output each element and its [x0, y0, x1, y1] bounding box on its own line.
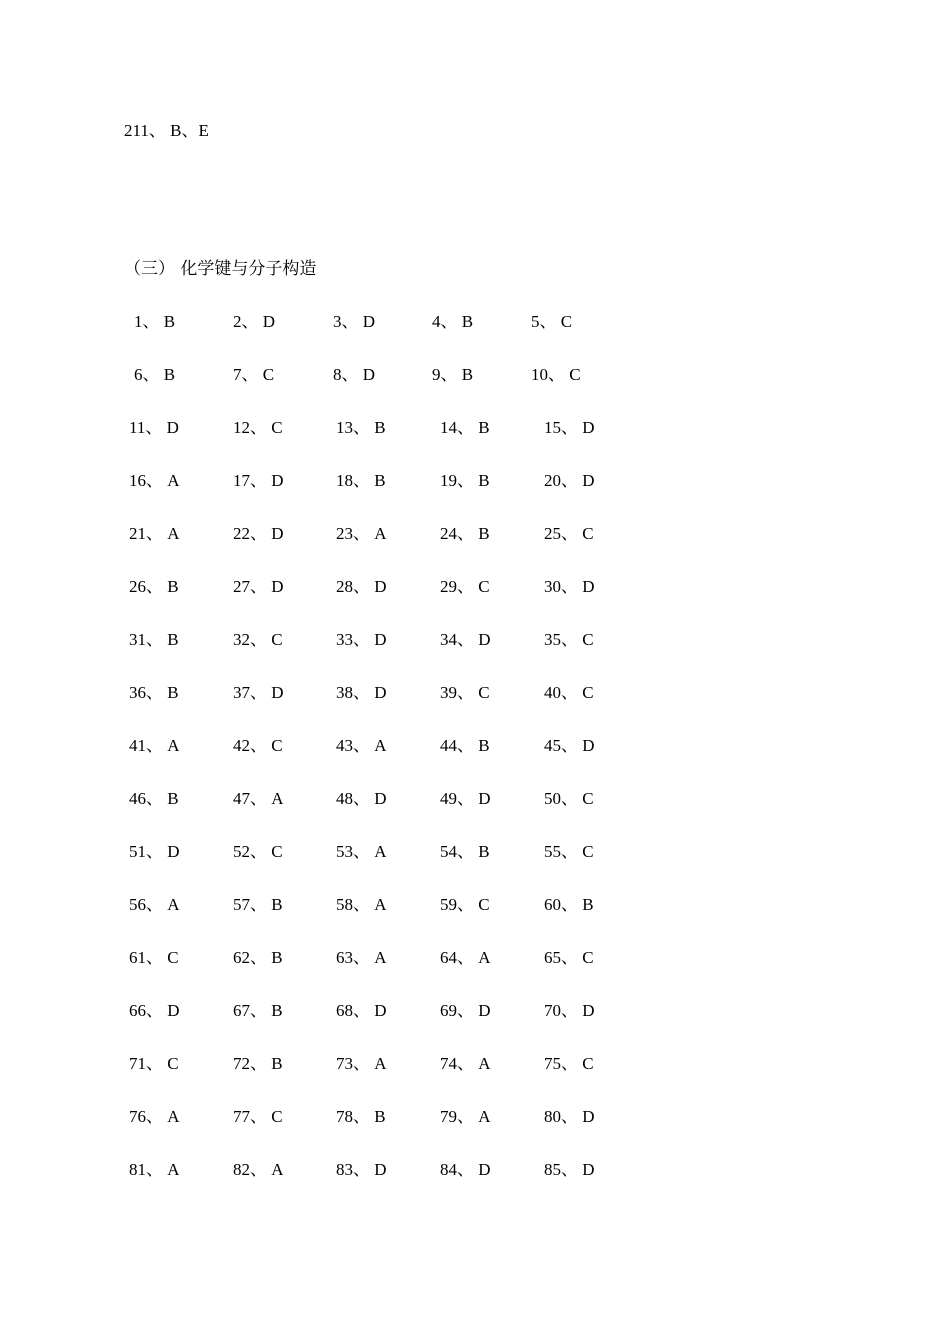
- answer-item: 56、 A: [129, 895, 180, 914]
- answer-item: 13、 B: [336, 418, 386, 437]
- answer-item: 79、 A: [440, 1107, 491, 1126]
- answer-row: [0, 736, 950, 756]
- answer-item: 39、 C: [440, 683, 490, 702]
- answer-row: [0, 630, 950, 650]
- answer-item: 8、 D: [333, 365, 376, 384]
- answer-item: 80、 D: [544, 1107, 595, 1126]
- answer-item: 73、 A: [336, 1054, 387, 1073]
- answer-item: 54、 B: [440, 842, 490, 861]
- answer-row: [0, 1054, 950, 1074]
- answer-row: [0, 842, 950, 862]
- answer-item: 29、 C: [440, 577, 490, 596]
- answer-item: 37、 D: [233, 683, 284, 702]
- answer-item: 20、 D: [544, 471, 595, 490]
- answer-row: [0, 365, 950, 385]
- section-title: （三） 化学键与分子构造: [124, 259, 317, 279]
- answer-item: 64、 A: [440, 948, 491, 967]
- answer-item: 21、 A: [129, 524, 180, 543]
- answer-item: 4、 B: [432, 312, 474, 331]
- answer-item: 11、 D: [129, 418, 179, 437]
- answer-row: [0, 1001, 950, 1021]
- answer-item: 38、 D: [336, 683, 387, 702]
- answer-item: 48、 D: [336, 789, 387, 808]
- answer-item: 27、 D: [233, 577, 284, 596]
- answer-item: 71、 C: [129, 1054, 179, 1073]
- answer-row: [0, 577, 950, 597]
- answer-item: 62、 B: [233, 948, 283, 967]
- answer-row: [0, 789, 950, 809]
- previous-answer: 211、 B、E: [124, 121, 209, 140]
- answer-row: [0, 948, 950, 968]
- answer-item: 60、 B: [544, 895, 594, 914]
- answer-item: 53、 A: [336, 842, 387, 861]
- answer-item: 32、 C: [233, 630, 283, 649]
- answer-item: 2、 D: [233, 312, 276, 331]
- answer-item: 52、 C: [233, 842, 283, 861]
- answer-item: 33、 D: [336, 630, 387, 649]
- answer-row: [0, 1160, 950, 1180]
- answer-item: 31、 B: [129, 630, 179, 649]
- answer-item: 50、 C: [544, 789, 594, 808]
- answer-row: [0, 895, 950, 915]
- answer-item: 12、 C: [233, 418, 283, 437]
- answer-item: 10、 C: [531, 365, 581, 384]
- answer-item: 69、 D: [440, 1001, 491, 1020]
- answer-item: 83、 D: [336, 1160, 387, 1179]
- answer-item: 81、 A: [129, 1160, 180, 1179]
- answer-item: 61、 C: [129, 948, 179, 967]
- answer-item: 82、 A: [233, 1160, 284, 1179]
- answer-item: 49、 D: [440, 789, 491, 808]
- answer-item: 58、 A: [336, 895, 387, 914]
- answer-item: 19、 B: [440, 471, 490, 490]
- answer-row: [0, 418, 950, 438]
- answer-item: 3、 D: [333, 312, 376, 331]
- answer-item: 36、 B: [129, 683, 179, 702]
- answer-item: 67、 B: [233, 1001, 283, 1020]
- answer-item: 45、 D: [544, 736, 595, 755]
- answer-item: 30、 D: [544, 577, 595, 596]
- answer-item: 76、 A: [129, 1107, 180, 1126]
- answer-item: 9、 B: [432, 365, 474, 384]
- answer-item: 23、 A: [336, 524, 387, 543]
- answer-item: 1、 B: [134, 312, 176, 331]
- answer-item: 35、 C: [544, 630, 594, 649]
- answer-item: 5、 C: [531, 312, 573, 331]
- answer-row: [0, 683, 950, 703]
- answer-item: 65、 C: [544, 948, 594, 967]
- answer-item: 18、 B: [336, 471, 386, 490]
- answer-item: 40、 C: [544, 683, 594, 702]
- answer-item: 55、 C: [544, 842, 594, 861]
- answer-item: 84、 D: [440, 1160, 491, 1179]
- answer-item: 42、 C: [233, 736, 283, 755]
- answer-item: 16、 A: [129, 471, 180, 490]
- answer-item: 75、 C: [544, 1054, 594, 1073]
- answer-item: 85、 D: [544, 1160, 595, 1179]
- answer-item: 68、 D: [336, 1001, 387, 1020]
- answer-item: 63、 A: [336, 948, 387, 967]
- answer-item: 22、 D: [233, 524, 284, 543]
- answer-item: 43、 A: [336, 736, 387, 755]
- answer-item: 46、 B: [129, 789, 179, 808]
- answer-item: 74、 A: [440, 1054, 491, 1073]
- answer-item: 44、 B: [440, 736, 490, 755]
- answer-item: 59、 C: [440, 895, 490, 914]
- answer-item: 77、 C: [233, 1107, 283, 1126]
- answer-item: 17、 D: [233, 471, 284, 490]
- answer-row: [0, 471, 950, 491]
- answer-item: 28、 D: [336, 577, 387, 596]
- answer-item: 7、 C: [233, 365, 275, 384]
- answer-item: 72、 B: [233, 1054, 283, 1073]
- answer-item: 57、 B: [233, 895, 283, 914]
- answer-item: 34、 D: [440, 630, 491, 649]
- answer-item: 41、 A: [129, 736, 180, 755]
- answer-item: 66、 D: [129, 1001, 180, 1020]
- answer-item: 15、 D: [544, 418, 595, 437]
- answer-item: 26、 B: [129, 577, 179, 596]
- answer-item: 14、 B: [440, 418, 490, 437]
- answer-item: 25、 C: [544, 524, 594, 543]
- answer-item: 78、 B: [336, 1107, 386, 1126]
- answer-item: 6、 B: [134, 365, 176, 384]
- answer-item: 51、 D: [129, 842, 180, 861]
- answer-item: 47、 A: [233, 789, 284, 808]
- answer-row: [0, 1107, 950, 1127]
- answer-row: [0, 312, 950, 332]
- answer-item: 70、 D: [544, 1001, 595, 1020]
- answer-row: [0, 524, 950, 544]
- answer-item: 24、 B: [440, 524, 490, 543]
